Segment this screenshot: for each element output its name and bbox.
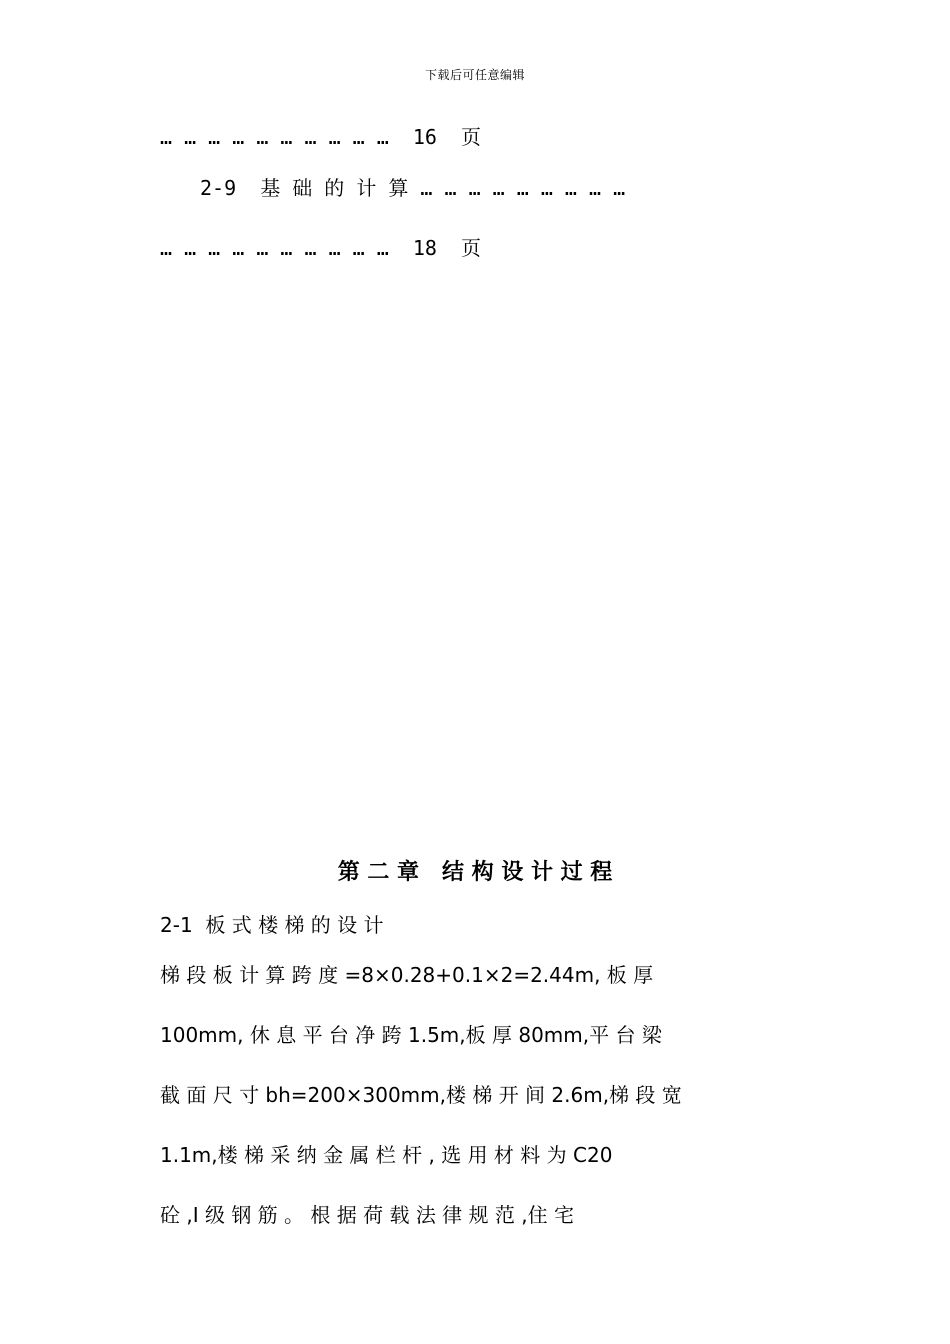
- paragraph-line-2: 100mm, 休 息 平 台 净 跨 1.5m,板 厚 80mm,平 台 梁: [160, 1023, 662, 1047]
- paragraph-line-5: 砼 ,I 级 钢 筋 。 根 据 荷 载 法 律 规 范 ,住 宅: [160, 1203, 574, 1227]
- section-title: 2-1 板 式 楼 梯 的 设 计: [160, 913, 384, 937]
- toc-line-2: 2-9 基 础 的 计 算 … … … … … … … … …: [200, 176, 626, 200]
- toc-line-3: … … … … … … … … … … 18 页: [160, 236, 482, 260]
- page-header: 下载后可任意编辑: [424, 68, 525, 82]
- paragraph-line-3: 截 面 尺 寸 bh=200×300mm,楼 梯 开 间 2.6m,梯 段 宽: [160, 1083, 682, 1107]
- chapter-title: 第 二 章 结 构 设 计 过 程: [337, 860, 613, 885]
- paragraph-line-1: 梯 段 板 计 算 跨 度 =8×0.28+0.1×2=2.44m, 板 厚: [160, 963, 654, 987]
- paragraph-line-4: 1.1m,楼 梯 采 纳 金 属 栏 杆 , 选 用 材 料 为 C20: [160, 1143, 613, 1167]
- toc-line-1: … … … … … … … … … … 16 页: [160, 125, 482, 149]
